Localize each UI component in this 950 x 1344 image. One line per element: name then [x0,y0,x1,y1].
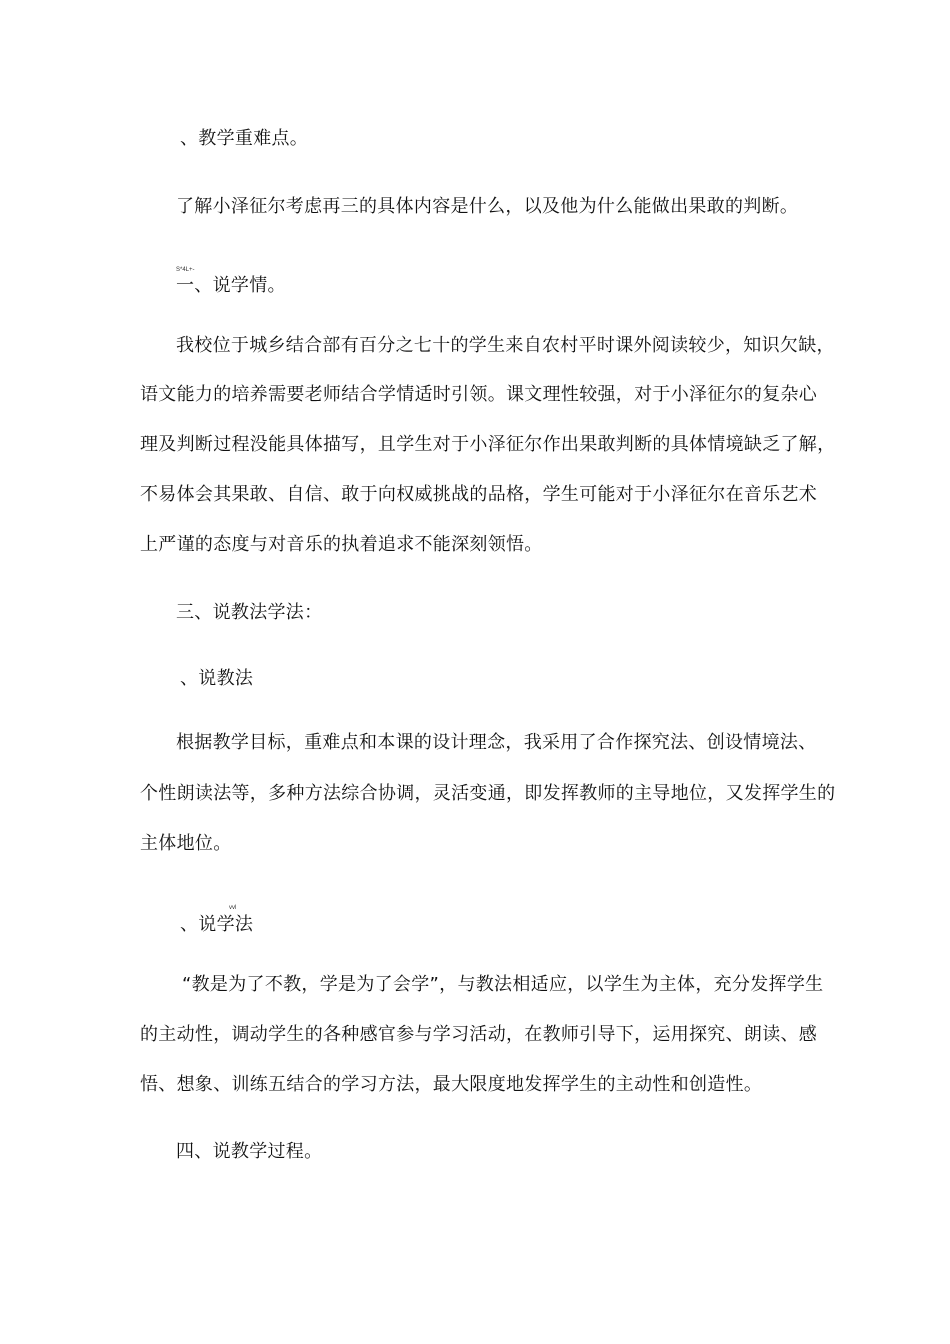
teaching-paragraph-line: 个性朗读法等，多种方法综合协调，灵活变通，即发挥教师的主导地位，又发挥学生的 [140,783,836,804]
learning-paragraph-line: 的主动性，调动学生的各种感官参与学习活动，在教师引导下，运用探究、朗读、感 [140,1024,818,1045]
stray-mark: S*4L+- [176,267,195,273]
teaching-paragraph-line: 主体地位。 [140,833,232,854]
learner-heading: 一、说学情。 [176,275,286,296]
learning-paragraph-line: 悟、想象、训练五结合的学习方法，最大限度地发挥学生的主动性和创造性。 [140,1074,763,1095]
learning-paragraph-line: “教是为了不教，学是为了会学”，与教法相适应，以学生为主体，充分发挥学生 [182,974,824,995]
learner-paragraph-line: 理及判断过程没能具体描写，且学生对于小泽征尔作出果敢判断的具体情境缺乏了解， [140,434,836,455]
learner-paragraph-line: 语文能力的培养需要老师结合学情适时引领。课文理性较强，对于小泽征尔的复杂心 [140,384,818,405]
methods-heading: 三、说教法学法： [176,602,323,623]
learner-paragraph-line: 我校位于城乡结合部有百分之七十的学生来自农村平时课外阅读较少，知识欠缺， [176,335,835,356]
stray-mark: vvl [229,905,237,911]
key-points-text: 了解小泽征尔考虑再三的具体内容是什么，以及他为什么能做出果敢的判断。 [176,196,799,217]
learner-paragraph-line: 不易体会其果敢、自信、敢于向权威挑战的品格，学生可能对于小泽征尔在音乐艺术 [140,484,818,505]
process-heading: 四、说教学过程。 [176,1141,323,1162]
key-points-heading: 、教学重难点。 [180,128,309,149]
teaching-paragraph-line: 根据教学目标，重难点和本课的设计理念，我采用了合作探究法、创设情境法、 [176,732,817,753]
learner-paragraph-line: 上严谨的态度与对音乐的执着追求不能深刻领悟。 [140,534,543,555]
learning-method-heading: 、说学法 [180,914,254,935]
teaching-method-heading: 、说教法 [180,668,254,689]
